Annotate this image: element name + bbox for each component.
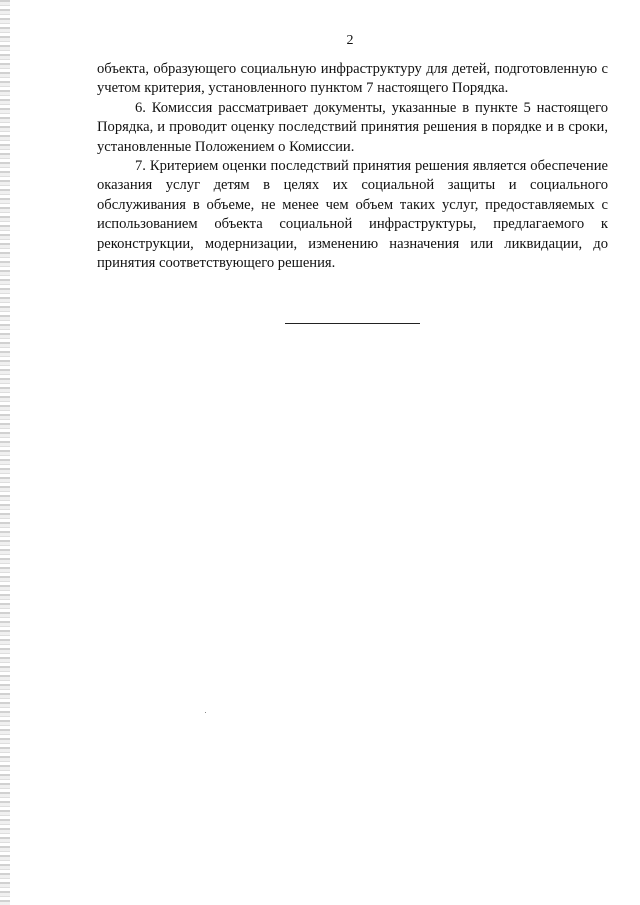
paragraph-item-6: 6. Комиссия рассматривает документы, указанные в пункте 5 настоящего Порядка, и проводит оценку последствий принятия решения в порядке и в сроки, установленные Положением о Комиссии. [97,99,608,155]
page-number: 2 [346,33,354,48]
scan-speck [205,712,206,713]
paragraph-item-7: 7. Критерием оценки последствий принятия решения является обеспечение оказания услуг детям в целях их социальной защиты и социального обслуживания в объеме, не менее чем объем таких услуг, предоставляемых с использованием объекта социальной инфраструктуры, предлагаемого к реконструкции, модернизации, изменению назначения или ликвидации, до принятия соответствующего решения. [97,158,608,272]
document-body [97,60,608,273]
scan-edge [0,0,10,905]
end-separator-line [285,323,420,324]
paragraph-continuation: объекта, образующего социальную инфраструктуру для детей, подготовленную с учетом критерия, установленного пунктом 7 настоящего Порядка. [97,61,608,97]
